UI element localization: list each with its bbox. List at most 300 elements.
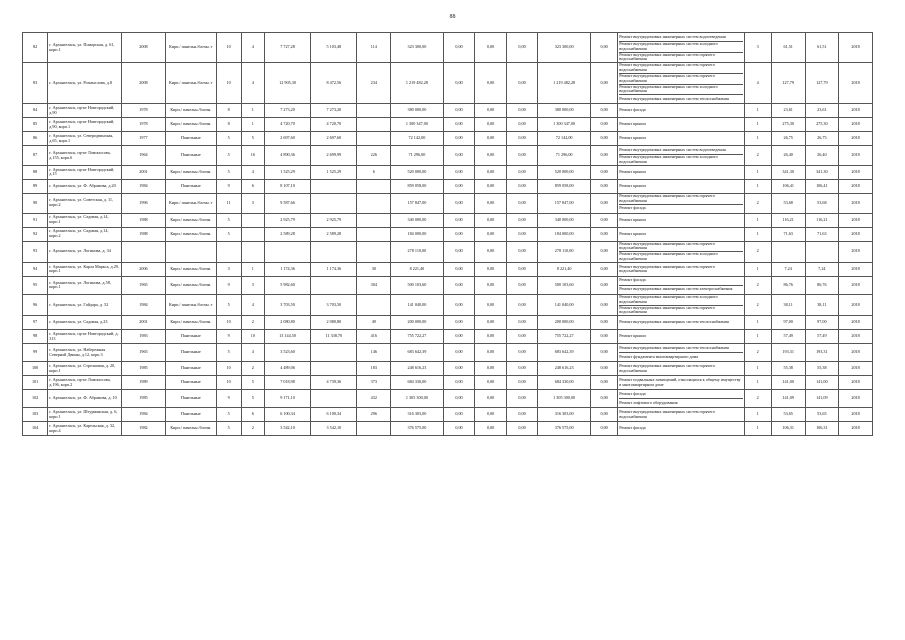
repair-work-item: Ремонт фасада bbox=[619, 277, 646, 283]
repair-work-item: Ремонт внутридомовых инженерных систем холодного водоснабжения bbox=[619, 41, 742, 52]
cell-other-cost: 0,00 bbox=[590, 179, 617, 193]
table-row bbox=[23, 330, 873, 344]
cell-other-cost: 0,00 bbox=[590, 344, 617, 362]
cell-repair-works bbox=[618, 376, 744, 390]
cell-residents: 296 bbox=[357, 408, 391, 422]
cell-budget-cost: 0,00 bbox=[475, 344, 507, 362]
cell-total-cost: 683 642,39 bbox=[391, 344, 444, 362]
cell-year-built: 1985 bbox=[121, 390, 165, 408]
cell-wall-material: Панельные bbox=[166, 146, 216, 166]
table-row bbox=[23, 276, 873, 294]
cell-other-cost: 0,00 bbox=[590, 165, 617, 179]
cell-fund-cost: 0,00 bbox=[443, 276, 475, 294]
cell-total-area: 7 727,28 bbox=[264, 33, 310, 63]
cell-fund-cost: 0,00 bbox=[443, 241, 475, 262]
cell-other-cost: 0,00 bbox=[590, 193, 617, 213]
cell-other-cost: 0,00 bbox=[590, 118, 617, 132]
cell-owners-cost: 380 000,00 bbox=[538, 104, 591, 118]
cell-total-cost: 1 300 347,00 bbox=[391, 118, 444, 132]
cell-works-count: 1 bbox=[744, 362, 771, 376]
cell-limit-cost: 26,75 bbox=[805, 132, 839, 146]
cell-row-number: 101 bbox=[23, 376, 48, 390]
cell-fund-cost: 0,00 bbox=[443, 227, 475, 241]
cell-repair-works bbox=[618, 408, 744, 422]
cell-row-number: 90 bbox=[23, 193, 48, 213]
cell-owners-cost: 141 040,00 bbox=[538, 294, 591, 315]
cell-wall-material: Кирп./ панельн./блочн. т bbox=[166, 294, 216, 315]
cell-fund-cost: 0,00 bbox=[443, 63, 475, 104]
cell-fund-cost: 0,00 bbox=[443, 104, 475, 118]
cell-residents bbox=[357, 104, 391, 118]
cell-floors: 5 bbox=[216, 165, 241, 179]
cell-year-built: 1989 bbox=[121, 376, 165, 390]
cell-local-budget-cost: 0,00 bbox=[506, 165, 538, 179]
table-row bbox=[23, 241, 873, 262]
table-row bbox=[23, 63, 873, 104]
cell-unit-cost: 57,49 bbox=[771, 330, 805, 344]
cell-entrances bbox=[241, 213, 264, 227]
cell-wall-material: Панельные bbox=[166, 362, 216, 376]
repair-work-item: Ремонт фундамента многоквартирного дома bbox=[619, 352, 742, 361]
cell-address: г. Архангельск, пр-кт Новгородский, д.90, корп.1 bbox=[48, 118, 122, 132]
cell-unit-cost: 106,41 bbox=[771, 179, 805, 193]
cell-floors: 10 bbox=[216, 63, 241, 104]
cell-entrances: 3 bbox=[241, 193, 264, 213]
cell-works-count: 1 bbox=[744, 376, 771, 390]
cell-plan-year: 2018 bbox=[839, 390, 873, 408]
cell-local-budget-cost: 0,00 bbox=[506, 390, 538, 408]
cell-works-count: 1 bbox=[744, 262, 771, 276]
cell-budget-cost: 0,00 bbox=[475, 408, 507, 422]
table-row bbox=[23, 213, 873, 227]
cell-fund-cost: 0,00 bbox=[443, 213, 475, 227]
cell-total-cost: 376 575,00 bbox=[391, 422, 444, 436]
cell-plan-year: 2018 bbox=[839, 376, 873, 390]
cell-entrances: 1 bbox=[241, 104, 264, 118]
cell-budget-cost: 0,00 bbox=[475, 390, 507, 408]
cell-local-budget-cost: 0,00 bbox=[506, 33, 538, 63]
cell-residential-area bbox=[311, 241, 357, 262]
cell-local-budget-cost: 0,00 bbox=[506, 193, 538, 213]
cell-total-area: 3 703,50 bbox=[264, 294, 310, 315]
cell-limit-cost: 53,68 bbox=[805, 193, 839, 213]
cell-owners-cost: 1 300 347,00 bbox=[538, 118, 591, 132]
cell-works-count: 3 bbox=[744, 33, 771, 63]
repair-work-item: Ремонт фасада bbox=[619, 107, 646, 113]
cell-plan-year: 2018 bbox=[839, 132, 873, 146]
cell-row-number: 85 bbox=[23, 118, 48, 132]
cell-repair-works bbox=[618, 262, 744, 276]
repair-work-item: Ремонт внутридомовых инженерных систем горячего водоснабжения bbox=[619, 362, 715, 373]
repair-work-item: Ремонт внутридомовых инженерных систем водоотведения bbox=[619, 33, 726, 39]
repair-work-item: Ремонт внутридомовых инженерных систем холодного водоснабжения bbox=[619, 154, 742, 165]
cell-budget-cost: 0,00 bbox=[475, 276, 507, 294]
cell-other-cost: 0,00 bbox=[590, 63, 617, 104]
cell-wall-material: Панельные bbox=[166, 376, 216, 390]
cell-entrances: 4 bbox=[241, 33, 264, 63]
cell-address: г. Архангельск, пр-кт Новгородский, д. 313 bbox=[48, 330, 122, 344]
cell-floors: 5 bbox=[216, 408, 241, 422]
cell-limit-cost: 193,31 bbox=[805, 344, 839, 362]
cell-fund-cost: 0,00 bbox=[443, 422, 475, 436]
repair-work-item: Ремонт лифтового оборудования bbox=[619, 398, 742, 407]
cell-limit-cost: 97,00 bbox=[805, 316, 839, 330]
cell-repair-works bbox=[618, 118, 744, 132]
cell-unit-cost: 86,76 bbox=[771, 276, 805, 294]
cell-year-built: 1988 bbox=[121, 227, 165, 241]
cell-owners-cost: 157 847,00 bbox=[538, 193, 591, 213]
cell-address: г. Архангельск, ул. Логинова, д. 34 bbox=[48, 241, 122, 262]
cell-total-cost: 1 219 482,28 bbox=[391, 63, 444, 104]
cell-plan-year: 2018 bbox=[839, 262, 873, 276]
cell-total-area: 4 890,36 bbox=[264, 146, 310, 166]
table-row bbox=[23, 179, 873, 193]
cell-owners-cost: 1 219 482,28 bbox=[538, 63, 591, 104]
cell-plan-year: 2018 bbox=[839, 227, 873, 241]
cell-total-area: 9 171,10 bbox=[264, 390, 310, 408]
cell-local-budget-cost: 0,00 bbox=[506, 408, 538, 422]
table-row bbox=[23, 362, 873, 376]
repair-work-item: Ремонт крыши bbox=[619, 230, 646, 236]
cell-plan-year: 2018 bbox=[839, 241, 873, 262]
cell-address: г. Архангельск, пр-кт Новгородский, д.15 bbox=[48, 165, 122, 179]
cell-local-budget-cost: 0,00 bbox=[506, 104, 538, 118]
cell-other-cost: 0,00 bbox=[590, 132, 617, 146]
cell-plan-year: 2018 bbox=[839, 213, 873, 227]
cell-works-count: 1 bbox=[744, 213, 771, 227]
cell-residents bbox=[357, 179, 391, 193]
cell-wall-material: Кирп./ панельн./блочн. bbox=[166, 276, 216, 294]
cell-works-count: 2 bbox=[744, 193, 771, 213]
cell-address: г. Архангельск, ул. Ф. Абрамова, д. 10 bbox=[48, 390, 122, 408]
cell-local-budget-cost: 0,00 bbox=[506, 132, 538, 146]
cell-unit-cost: 53,68 bbox=[771, 193, 805, 213]
cell-repair-works bbox=[618, 227, 744, 241]
cell-fund-cost: 0,00 bbox=[443, 179, 475, 193]
cell-wall-material bbox=[166, 241, 216, 262]
cell-works-count: 1 bbox=[744, 227, 771, 241]
cell-entrances: 2 bbox=[241, 422, 264, 436]
cell-residential-area bbox=[311, 276, 357, 294]
cell-residents bbox=[357, 294, 391, 315]
cell-owners-cost: 755 722,27 bbox=[538, 330, 591, 344]
cell-residential-area: 3 542,10 bbox=[311, 422, 357, 436]
cell-residential-area bbox=[311, 390, 357, 408]
cell-works-count: 1 bbox=[744, 165, 771, 179]
cell-residential-area bbox=[311, 344, 357, 362]
cell-repair-works bbox=[618, 316, 744, 330]
cell-residents: 6 bbox=[357, 165, 391, 179]
table-row bbox=[23, 118, 873, 132]
cell-row-number: 98 bbox=[23, 330, 48, 344]
cell-limit-cost: 55,38 bbox=[805, 362, 839, 376]
cell-address: г. Архангельск, ул. Советская, д. 11, корп.2 bbox=[48, 193, 122, 213]
cell-limit-cost: 86,76 bbox=[805, 276, 839, 294]
cell-repair-works bbox=[618, 422, 744, 436]
cell-local-budget-cost: 0,00 bbox=[506, 63, 538, 104]
cell-total-cost: 380 000,00 bbox=[391, 104, 444, 118]
cell-floors: 5 bbox=[216, 294, 241, 315]
cell-other-cost: 0,00 bbox=[590, 276, 617, 294]
cell-limit-cost: 116,21 bbox=[805, 213, 839, 227]
cell-floors: 10 bbox=[216, 362, 241, 376]
cell-floors: 8 bbox=[216, 104, 241, 118]
cell-entrances: 1 bbox=[241, 262, 264, 276]
cell-floors: 10 bbox=[216, 33, 241, 63]
cell-plan-year: 2018 bbox=[839, 165, 873, 179]
repair-work-item: Ремонт внутридомовых инженерных систем теплоснабжения bbox=[619, 94, 742, 103]
cell-works-count: 1 bbox=[744, 104, 771, 118]
cell-budget-cost: 0,00 bbox=[475, 316, 507, 330]
cell-row-number: 95 bbox=[23, 276, 48, 294]
cell-residents: 416 bbox=[357, 330, 391, 344]
cell-limit-cost: 141,09 bbox=[805, 390, 839, 408]
cell-residents bbox=[357, 193, 391, 213]
cell-owners-cost: 200 000,00 bbox=[538, 316, 591, 330]
cell-local-budget-cost: 0,00 bbox=[506, 179, 538, 193]
cell-floors: 10 bbox=[216, 316, 241, 330]
cell-local-budget-cost: 0,00 bbox=[506, 316, 538, 330]
cell-residential-area: 6 100,34 bbox=[311, 408, 357, 422]
cell-residential-area: 1 525,29 bbox=[311, 165, 357, 179]
cell-total-cost: 184 000,00 bbox=[391, 227, 444, 241]
cell-other-cost: 0,00 bbox=[590, 33, 617, 63]
repair-work-item: Ремонт крыши bbox=[619, 216, 646, 222]
cell-total-area: 1 525,29 bbox=[264, 165, 310, 179]
cell-residential-area: 2 080,80 bbox=[311, 316, 357, 330]
cell-residential-area: 2 697,60 bbox=[311, 132, 357, 146]
cell-works-count: 4 bbox=[744, 63, 771, 104]
cell-floors: 5 bbox=[216, 146, 241, 166]
page-number: 88 bbox=[449, 14, 456, 20]
cell-row-number: 94 bbox=[23, 262, 48, 276]
cell-total-cost: 684 330,00 bbox=[391, 376, 444, 390]
cell-plan-year: 2018 bbox=[839, 344, 873, 362]
cell-budget-cost: 0,00 bbox=[475, 362, 507, 376]
cell-other-cost: 0,00 bbox=[590, 241, 617, 262]
cell-unit-cost: 97,00 bbox=[771, 316, 805, 330]
cell-residents: 304 bbox=[357, 276, 391, 294]
cell-other-cost: 0,00 bbox=[590, 408, 617, 422]
cell-limit-cost: 23,61 bbox=[805, 104, 839, 118]
repair-work-item: Ремонт крыши bbox=[619, 135, 646, 141]
cell-wall-material: Кирп./ панельн./блочн. bbox=[166, 165, 216, 179]
cell-row-number: 104 bbox=[23, 422, 48, 436]
cell-repair-works bbox=[618, 33, 744, 63]
cell-fund-cost: 0,00 bbox=[443, 33, 475, 63]
cell-residents: 373 bbox=[357, 376, 391, 390]
cell-fund-cost: 0,00 bbox=[443, 408, 475, 422]
repair-work-item: Ремонт подвальных помещений, относящихся к общему имуществу в многоквартирном доме bbox=[619, 376, 741, 387]
cell-residents: 30 bbox=[357, 262, 391, 276]
cell-entrances: 5 bbox=[241, 132, 264, 146]
cell-limit-cost: 106,31 bbox=[805, 422, 839, 436]
cell-plan-year: 2018 bbox=[839, 362, 873, 376]
cell-total-cost: 72 142,00 bbox=[391, 132, 444, 146]
cell-works-count: 2 bbox=[744, 294, 771, 315]
cell-residential-area: 7 273,20 bbox=[311, 104, 357, 118]
cell-residents bbox=[357, 241, 391, 262]
cell-budget-cost: 0,00 bbox=[475, 104, 507, 118]
table-row bbox=[23, 344, 873, 362]
cell-wall-material: Кирп./ панельн./блочн. bbox=[166, 422, 216, 436]
cell-local-budget-cost: 0,00 bbox=[506, 146, 538, 166]
cell-limit-cost: 7,24 bbox=[805, 262, 839, 276]
cell-owners-cost: 71 296,00 bbox=[538, 146, 591, 166]
cell-local-budget-cost: 0,00 bbox=[506, 362, 538, 376]
cell-budget-cost: 0,00 bbox=[475, 294, 507, 315]
cell-residential-area bbox=[311, 179, 357, 193]
cell-residential-area: 2 925,79 bbox=[311, 213, 357, 227]
cell-residents bbox=[357, 227, 391, 241]
repair-work-item: Ремонт фасада bbox=[619, 390, 646, 396]
cell-row-number: 91 bbox=[23, 213, 48, 227]
cell-other-cost: 0,00 bbox=[590, 213, 617, 227]
cell-repair-works bbox=[618, 146, 744, 166]
table-row bbox=[23, 376, 873, 390]
cell-owners-cost: 278 110,00 bbox=[538, 241, 591, 262]
cell-plan-year: 2018 bbox=[839, 422, 873, 436]
cell-entrances: 16 bbox=[241, 146, 264, 166]
cell-total-area: 2 080,80 bbox=[264, 316, 310, 330]
repair-work-item: Ремонт фасада bbox=[619, 425, 646, 431]
cell-repair-works bbox=[618, 213, 744, 227]
cell-residential-area: 3 703,50 bbox=[311, 294, 357, 315]
cell-local-budget-cost: 0,00 bbox=[506, 330, 538, 344]
cell-floors: 10 bbox=[216, 376, 241, 390]
cell-unit-cost: 38,11 bbox=[771, 294, 805, 315]
cell-unit-cost: 26,40 bbox=[771, 146, 805, 166]
cell-repair-works bbox=[618, 104, 744, 118]
cell-total-area: 1 174,36 bbox=[264, 262, 310, 276]
cell-address: г. Архангельск, ул. Розмыслова, д.8 bbox=[48, 63, 122, 104]
cell-year-built: 1978 bbox=[121, 118, 165, 132]
cell-entrances: 10 bbox=[241, 330, 264, 344]
cell-limit-cost: 57,49 bbox=[805, 330, 839, 344]
cell-fund-cost: 0,00 bbox=[443, 294, 475, 315]
cell-year-built: 2001 bbox=[121, 316, 165, 330]
cell-residents bbox=[357, 213, 391, 227]
repair-work-item: Ремонт внутридомовых инженерных систем горячего водоснабжения bbox=[619, 52, 742, 63]
cell-works-count: 1 bbox=[744, 179, 771, 193]
cell-year-built: 2008 bbox=[121, 63, 165, 104]
cell-unit-cost: 275,30 bbox=[771, 118, 805, 132]
cell-total-cost: 71 296,00 bbox=[391, 146, 444, 166]
cell-entrances: 3 bbox=[241, 276, 264, 294]
cell-owners-cost: 520 000,00 bbox=[538, 165, 591, 179]
cell-year-built: 1965 bbox=[121, 276, 165, 294]
cell-row-number: 103 bbox=[23, 408, 48, 422]
cell-year-built: 1983 bbox=[121, 330, 165, 344]
cell-floors: 3 bbox=[216, 262, 241, 276]
cell-total-cost: 157 847,00 bbox=[391, 193, 444, 213]
cell-residents: 114 bbox=[357, 33, 391, 63]
cell-limit-cost: 275,30 bbox=[805, 118, 839, 132]
repair-work-item: Ремонт внутридомовых инженерных систем холодного водоснабжения bbox=[619, 84, 742, 95]
cell-year-built: 2001 bbox=[121, 165, 165, 179]
cell-wall-material: Панельные bbox=[166, 330, 216, 344]
cell-residents: 49 bbox=[357, 316, 391, 330]
cell-other-cost: 0,00 bbox=[590, 422, 617, 436]
cell-row-number: 82 bbox=[23, 33, 48, 63]
cell-residential-area: 4 720,70 bbox=[311, 118, 357, 132]
cell-residential-area: 8 472,56 bbox=[311, 63, 357, 104]
repair-work-item: Ремонт фасада bbox=[619, 204, 742, 213]
cell-other-cost: 0,00 bbox=[590, 330, 617, 344]
cell-fund-cost: 0,00 bbox=[443, 165, 475, 179]
cell-floors: 11 bbox=[216, 193, 241, 213]
cell-fund-cost: 0,00 bbox=[443, 262, 475, 276]
cell-residents: 432 bbox=[357, 390, 391, 408]
cell-row-number: 97 bbox=[23, 316, 48, 330]
cell-other-cost: 0,00 bbox=[590, 104, 617, 118]
cell-residents bbox=[357, 118, 391, 132]
cell-wall-material: Панельные bbox=[166, 344, 216, 362]
cell-other-cost: 0,00 bbox=[590, 376, 617, 390]
table-row bbox=[23, 193, 873, 213]
repair-work-item: Ремонт крыши bbox=[619, 333, 646, 339]
cell-residential-area bbox=[311, 362, 357, 376]
table-row bbox=[23, 390, 873, 408]
cell-owners-cost: 1 305 300,00 bbox=[538, 390, 591, 408]
cell-fund-cost: 0,00 bbox=[443, 362, 475, 376]
cell-unit-cost: 116,21 bbox=[771, 213, 805, 227]
cell-limit-cost: 61,51 bbox=[805, 33, 839, 63]
table-row bbox=[23, 262, 873, 276]
repair-work-item: Ремонт внутридомовых инженерных систем теплоснабжения bbox=[619, 319, 729, 325]
cell-unit-cost: 61,51 bbox=[771, 33, 805, 63]
cell-unit-cost: 26,75 bbox=[771, 132, 805, 146]
cell-local-budget-cost: 0,00 bbox=[506, 227, 538, 241]
cell-other-cost: 0,00 bbox=[590, 294, 617, 315]
cell-residents: 234 bbox=[357, 63, 391, 104]
cell-residential-area: 2 589,28 bbox=[311, 227, 357, 241]
cell-year-built: 1982 bbox=[121, 422, 165, 436]
table-row bbox=[23, 104, 873, 118]
cell-wall-material: Кирп./ панельн./блочн. bbox=[166, 227, 216, 241]
cell-budget-cost: 0,00 bbox=[475, 146, 507, 166]
cell-other-cost: 0,00 bbox=[590, 262, 617, 276]
cell-year-built: 1985 bbox=[121, 362, 165, 376]
cell-floors: 9 bbox=[216, 276, 241, 294]
cell-fund-cost: 0,00 bbox=[443, 193, 475, 213]
repair-work-item: Ремонт внутридомовых инженерных систем теплоснабжения bbox=[619, 344, 729, 350]
cell-residential-area: 2 699,99 bbox=[311, 146, 357, 166]
cell-residential-area: 5 103,48 bbox=[311, 33, 357, 63]
table-row bbox=[23, 132, 873, 146]
cell-works-count: 1 bbox=[744, 118, 771, 132]
cell-total-area: 12 905,30 bbox=[264, 63, 310, 104]
cell-floors: 9 bbox=[216, 390, 241, 408]
cell-address: г. Архангельск, ул. Стрелковая, д. 20, корп.1 bbox=[48, 362, 122, 376]
cell-unit-cost: 7,24 bbox=[771, 262, 805, 276]
cell-total-cost: 520 000,00 bbox=[391, 165, 444, 179]
repair-work-item: Ремонт внутридомовых инженерных систем горячего водоснабжения bbox=[619, 193, 715, 203]
cell-year-built: 2006 bbox=[121, 262, 165, 276]
cell-row-number: 92 bbox=[23, 227, 48, 241]
cell-works-count: 1 bbox=[744, 330, 771, 344]
cell-year-built: 1996 bbox=[121, 193, 165, 213]
cell-total-cost: 755 722,27 bbox=[391, 330, 444, 344]
cell-owners-cost: 683 642,39 bbox=[538, 344, 591, 362]
cell-total-area: 8 107,10 bbox=[264, 179, 310, 193]
cell-repair-works bbox=[618, 132, 744, 146]
cell-year-built: 2008 bbox=[121, 33, 165, 63]
cell-local-budget-cost: 0,00 bbox=[506, 344, 538, 362]
repair-work-item: Ремонт внутридомовых инженерных систем горячего водоснабжения bbox=[619, 241, 715, 251]
table-row bbox=[23, 146, 873, 166]
cell-entrances: 4 bbox=[241, 294, 264, 315]
